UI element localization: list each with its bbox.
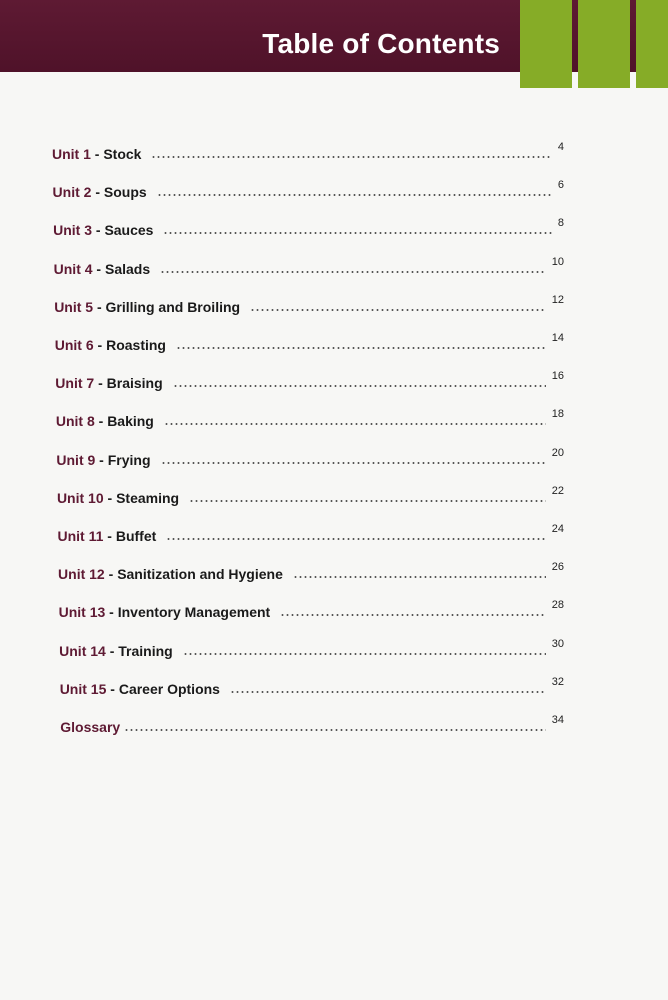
toc-entry-title: Buffet [115, 528, 157, 544]
toc-unit-label: Unit 11 [57, 528, 104, 544]
toc-entry-title: Sauces [104, 222, 154, 239]
toc-entry[interactable] [60, 677, 564, 697]
toc-separator: - [105, 642, 119, 659]
toc-page-number: 16 [551, 370, 564, 383]
toc-unit-label: Unit 15 [59, 680, 107, 697]
toc-entry[interactable] [53, 180, 564, 200]
toc-entry[interactable] [60, 715, 564, 735]
toc-separator: - [106, 680, 119, 697]
toc-unit-label: Unit 9 [56, 451, 96, 468]
toc-page-number: 12 [551, 293, 564, 306]
toc-entry-title: Salads [104, 260, 151, 277]
toc-page-number: 24 [551, 523, 564, 535]
dot-leader [189, 500, 546, 502]
dot-leader [151, 156, 551, 158]
toc-unit-label: Glossary [60, 719, 121, 735]
toc-page-number: 22 [551, 484, 564, 497]
toc-entry[interactable] [56, 409, 564, 429]
dot-leader [173, 385, 546, 387]
dot-leader [293, 576, 546, 578]
toc-entry[interactable] [58, 562, 564, 582]
toc-entry[interactable] [56, 448, 564, 468]
toc-entry[interactable] [58, 524, 565, 544]
toc-unit-label: Unit 13 [58, 604, 106, 621]
toc-unit-label: Unit 6 [54, 337, 94, 353]
toc-entry-title: Roasting [106, 337, 166, 353]
toc-entry[interactable] [55, 333, 564, 353]
dot-leader [250, 309, 546, 311]
toc-entry-title: Sanitization and Hygiene [117, 566, 283, 583]
toc-separator: - [103, 489, 117, 506]
toc-entry[interactable] [54, 257, 564, 277]
toc-unit-label: Unit 12 [58, 566, 105, 583]
toc-page-number: 10 [551, 255, 564, 268]
toc-entry-title: Inventory Management [117, 604, 271, 621]
toc-entry-title: Soups [103, 184, 147, 201]
toc-page-number: 4 [557, 141, 564, 153]
toc-unit-label: Unit 3 [53, 222, 92, 239]
toc-entry-title: Frying [107, 451, 151, 468]
toc-unit-label: Unit 5 [54, 298, 94, 315]
toc-entry[interactable] [52, 142, 564, 162]
toc-separator: - [91, 222, 105, 239]
toc-separator: - [95, 451, 108, 468]
toc-page-number: 28 [551, 599, 564, 612]
toc-page-number: 32 [551, 675, 564, 688]
page-title: Table of Contents [262, 28, 500, 59]
dot-leader [164, 423, 546, 425]
toc-page-number: 26 [551, 561, 564, 574]
toc-entry-title: Career Options [118, 680, 220, 697]
toc-separator: - [92, 260, 105, 277]
toc-page-number: 18 [551, 408, 564, 421]
toc-entry-title: Braising [106, 375, 163, 392]
toc-unit-label: Unit 4 [53, 260, 93, 277]
toc-separator: - [91, 184, 104, 201]
accent-bar [636, 0, 668, 88]
toc-separator: - [104, 566, 118, 583]
dot-leader [124, 729, 546, 731]
toc-page-number: 8 [557, 217, 564, 230]
toc-entry-title: Stock [103, 146, 142, 162]
toc-entry-title: Grilling and Broiling [105, 298, 241, 315]
dot-leader [230, 691, 546, 693]
toc-page-number: 20 [551, 446, 564, 459]
toc-entry[interactable] [54, 295, 564, 315]
toc-unit-label: Unit 14 [59, 642, 106, 659]
accent-bar [520, 0, 572, 88]
toc-entry[interactable] [53, 218, 564, 238]
toc-separator: - [103, 528, 116, 544]
toc-separator: - [105, 604, 118, 621]
toc-entry-title: Training [118, 642, 173, 659]
toc-separator: - [94, 413, 108, 430]
dot-leader [161, 462, 546, 464]
toc-page-number: 14 [551, 332, 564, 344]
toc-entry-title: Steaming [116, 489, 180, 506]
toc-entry[interactable] [59, 600, 564, 620]
toc-page-number: 34 [551, 714, 564, 726]
toc-separator: - [93, 298, 106, 315]
toc-entry[interactable] [59, 639, 564, 659]
toc-unit-label: Unit 1 [52, 146, 91, 162]
toc-unit-label: Unit 7 [55, 375, 95, 392]
dot-leader [157, 194, 552, 196]
toc-entry[interactable] [55, 371, 564, 391]
dot-leader [176, 347, 546, 349]
dot-leader [160, 271, 546, 273]
accent-bar [578, 0, 630, 88]
toc-entry-title: Baking [107, 413, 154, 430]
toc-separator: - [93, 337, 107, 353]
toc-unit-label: Unit 2 [52, 184, 92, 201]
dot-leader [183, 653, 546, 655]
toc-page-number: 6 [557, 179, 564, 192]
toc-separator: - [94, 375, 107, 392]
toc-entry[interactable] [57, 486, 564, 506]
toc-page-number: 30 [551, 637, 564, 650]
dot-leader [166, 538, 545, 540]
dot-leader [163, 232, 551, 234]
toc-unit-label: Unit 8 [55, 413, 95, 430]
dot-leader [280, 614, 546, 616]
toc-unit-label: Unit 10 [56, 489, 104, 506]
toc-separator: - [90, 146, 104, 162]
